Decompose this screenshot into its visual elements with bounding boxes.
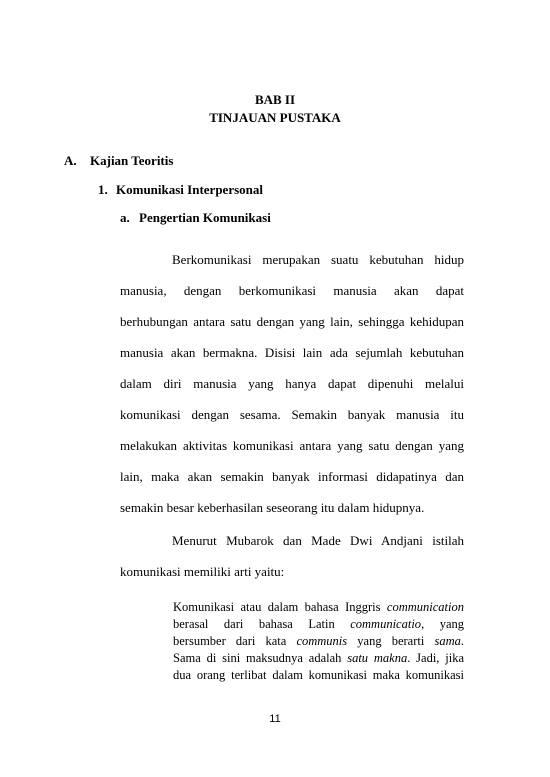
quote-line: Sama di sini maksudnya adalah satu makna. Jadi, jika [173,651,464,665]
paragraph-1-line: komunikasi dengan sesama. Semakin banyak manusia itu [120,407,464,422]
subsubsection-title: Pengertian Komunikasi [139,210,271,225]
section-title: Kajian Teoritis [90,153,174,168]
paragraph-1-line: manusia akan bermakna. Disisi lain ada sejumlah kebutuhan [120,345,464,360]
paragraph-1-line: berhubungan antara satu dengan yang lain, sehingga kehidupan [120,314,464,329]
chapter-number: BAB II [254,92,296,107]
subsection-title: Komunikasi Interpersonal [116,182,263,197]
subsubsection-marker: a. [120,210,130,225]
paragraph-1-line: melakukan aktivitas komunikasi antara yang satu dengan yang [120,438,464,453]
section-marker: A. [64,153,77,168]
paragraph-1-line: manusia, dengan berkomunikasi manusia akan dapat [120,283,464,298]
paragraph-2-line: komunikasi memiliki arti yaitu: [120,564,285,579]
quote-line: dua orang terlibat dalam komunikasi maka komunikasi [173,668,464,682]
page-number: 11 [269,713,281,725]
subsection-marker: 1. [98,182,108,197]
quote-line: berasal dari bahasa Latin communicatio, yang [173,617,464,631]
paragraph-1-line: semakin besar keberhasilan seseorang itu dalam hidupnya. [120,500,425,515]
paragraph-1-line: Berkomunikasi merupakan suatu kebutuhan hidup [172,252,464,267]
paragraph-1-line: lain, maka akan semakin banyak informasi didapatinya dan [120,469,464,484]
block-quote [173,0,464,690]
paragraph-1-line: dalam diri manusia yang hanya dapat dipenuhi melalui [120,376,464,391]
paragraph-2-line: Menurut Mubarok dan Made Dwi Andjani istilah [172,533,464,548]
quote-line: bersumber dari kata communis yang berarti sama. [173,634,465,648]
chapter-title: TINJAUAN PUSTAKA [209,110,341,125]
quote-line: Komunikasi atau dalam bahasa Inggris communication [173,600,464,614]
